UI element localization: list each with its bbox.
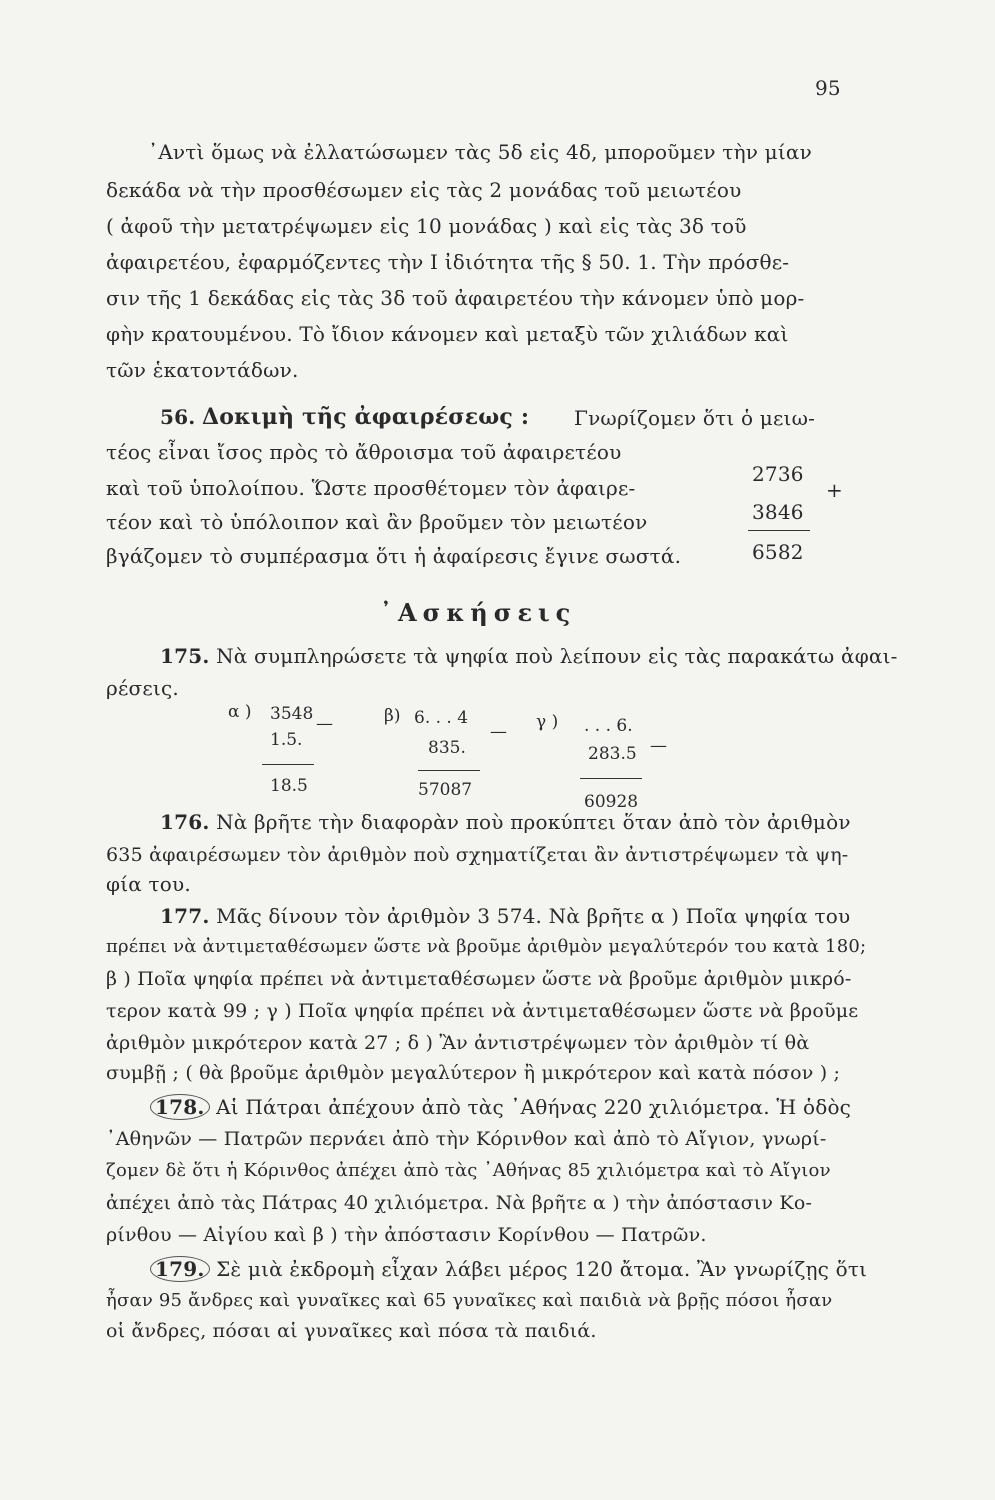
rule-c bbox=[580, 778, 642, 779]
plus-sign: + bbox=[826, 478, 843, 502]
sum: 6582 bbox=[752, 540, 804, 564]
text-line: β ) Ποῖα ψηφία πρέπει νὰ ἀντιμεταθέσωμεν ὥστε νὰ βροῦμε ἀριθμὸν μικρό- bbox=[106, 968, 852, 990]
text-line: ζομεν δὲ ὅτι ἡ Κόρινθος ἀπέχει ἀπὸ τὰς ᾿Αθήνας 85 χιλιόμετρα καὶ τὸ Αἴγιον bbox=[106, 1160, 831, 1181]
text-line: ᾿Αντὶ ὅμως νὰ ἐλλατώσωμεν τὰς 5δ εἰς 4δ, μποροῦμεν τὴν μίαν bbox=[148, 140, 812, 164]
rule-a bbox=[262, 764, 314, 765]
exercise-text: Σὲ μιὰ ἐκδρομὴ εἶχαν λάβει μέρος 120 ἄτομα. Ἂν γνωρίζῃς ὅτι bbox=[216, 1257, 868, 1281]
text-line: ρέσεις. bbox=[106, 676, 179, 700]
text-line: 635 ἀφαιρέσωμεν τὸν ἀριθμὸν ποὺ σχηματίζεται ἂν ἀντιστρέψωμεν τὰ ψη- bbox=[106, 844, 849, 866]
text-line: σιν τῆς 1 δεκάδας εἰς τὰς 3δ τοῦ ἀφαιρετέου τὴν κάνομεν ὑπὸ μορ- bbox=[106, 286, 805, 310]
rule-b bbox=[418, 770, 480, 771]
exercise-number: 179. bbox=[150, 1256, 210, 1282]
text-line: φὴν κρατουμένου. Τὸ ἴδιον κάνομεν καὶ μεταξὺ τῶν χιλιάδων καὶ bbox=[106, 322, 789, 346]
subtraction-b-result: 57087 bbox=[418, 780, 473, 800]
subtraction-c-label: γ ) bbox=[536, 712, 559, 732]
text-line: βγάζομεν τὸ συμπέρασμα ὅτι ἡ ἀφαίρεσις ἔγινε σωστά. bbox=[106, 544, 682, 568]
subtraction-c-middle: 283.5 bbox=[588, 744, 637, 764]
section-heading: Δοκιμὴ τῆς ἀφαιρέσεως : bbox=[201, 404, 530, 430]
text-line: πρέπει νὰ ἀντιμεταθέσωμεν ὥστε νὰ βροῦμε ἀριθμὸν μεγαλύτερόν του κατὰ 180; bbox=[106, 936, 867, 957]
addend-2: 3846 bbox=[752, 500, 804, 524]
text-line: ἀπέχει ἀπὸ τὰς Πάτρας 40 χιλιόμετρα. Νὰ βρῆτε α ) τὴν ἀπόστασιν Κο- bbox=[106, 1192, 813, 1214]
exercise-number: 175. bbox=[160, 644, 210, 668]
section-number: 56. bbox=[160, 405, 196, 429]
subtraction-a-top: 3548 bbox=[270, 704, 314, 724]
text-line: ἦσαν 95 ἄνδρες καὶ γυναῖκες καὶ 65 γυναῖκες καὶ παιδιὰ νὰ βρῇς πόσοι ἦσαν bbox=[106, 1290, 833, 1311]
exercise-number: 178. bbox=[150, 1094, 210, 1120]
exercise-text: Αἱ Πάτραι ἀπέχουν ἀπὸ τὰς ᾿Αθήνας 220 χιλιόμετρα. Ἡ ὁδὸς bbox=[216, 1095, 852, 1119]
text-line: οἱ ἄνδρες, πόσαι αἱ γυναῖκες καὶ πόσα τὰ παιδιά. bbox=[106, 1320, 597, 1342]
text-line: τῶν ἑκατοντάδων. bbox=[106, 358, 299, 382]
subtraction-a-label: α ) bbox=[228, 702, 252, 722]
subtraction-a-result: 18.5 bbox=[270, 776, 308, 796]
subtraction-a-middle: 1.5. bbox=[270, 730, 303, 750]
subtraction-b-label: β) bbox=[384, 706, 401, 726]
sum-rule bbox=[748, 530, 810, 531]
subtraction-c-top: . . . 6. bbox=[584, 716, 633, 736]
exercise-text: Νὰ συμπληρώσετε τὰ ψηφία ποὺ λείπουν εἰς τὰς παρακάτω ἀφαι- bbox=[216, 644, 898, 668]
subtraction-b-middle: 835. bbox=[428, 738, 466, 758]
exercise-text: Νὰ βρῆτε τὴν διαφορὰν ποὺ προκύπτει ὅταν ἀπὸ τὸν ἀριθμὸν bbox=[216, 810, 851, 834]
text-line: ἀφαιρετέου, ἐφαρμόζεντες τὴν Ι ἰδιότητα τῆς § 50. 1. Τὴν πρόσθε- bbox=[106, 250, 790, 274]
page-number: 95 bbox=[815, 76, 841, 100]
text-line: ( ἀφοῦ τὴν μετατρέψωμεν εἰς 10 μονάδας ) καὶ εἰς τὰς 3δ τοῦ bbox=[106, 214, 747, 238]
minus-sign: — bbox=[490, 722, 507, 742]
minus-sign: — bbox=[650, 736, 667, 756]
subtraction-c-result: 60928 bbox=[584, 792, 639, 812]
exercise-number: 177. bbox=[160, 904, 210, 928]
text-line: καὶ τοῦ ὑπολοίπου. Ὥστε προσθέτομεν τὸν ἀφαιρε- bbox=[106, 476, 636, 500]
text-line: τερον κατὰ 99 ; γ ) Ποῖα ψηφία πρέπει νὰ ἀντιμεταθέσωμεν ὥστε νὰ βροῦμε bbox=[106, 1000, 859, 1022]
exercises-title: ᾿Ασκήσεις bbox=[380, 598, 577, 627]
text-line: ᾿Αθηνῶν — Πατρῶν περνάει ἀπὸ τὴν Κόρινθον καὶ ἀπὸ τὸ Αἴγιον, γνωρί- bbox=[106, 1128, 827, 1150]
text-line: δεκάδα νὰ τὴν προσθέσωμεν εἰς τὰς 2 μονάδας τοῦ μειωτέου bbox=[106, 178, 742, 202]
text-line: φία του. bbox=[106, 872, 191, 896]
minus-sign: — bbox=[316, 714, 333, 734]
subtraction-b-top: 6. . . 4 bbox=[414, 708, 469, 728]
exercise-text: Μᾶς δίνουν τὸν ἀριθμὸν 3 574. Νὰ βρῆτε α ) Ποῖα ψηφία του bbox=[216, 904, 851, 928]
addend-1: 2736 bbox=[752, 462, 804, 486]
text-line: τέος εἶναι ἴσος πρὸς τὸ ἄθροισμα τοῦ ἀφαιρετέου bbox=[106, 440, 622, 464]
text-line: συμβῇ ; ( θὰ βροῦμε ἀριθμὸν μεγαλύτερον ἢ μικρότερον καὶ κατὰ πόσον ) ; bbox=[106, 1062, 841, 1084]
exercise-number: 176. bbox=[160, 810, 210, 834]
text-line: τέον καὶ τὸ ὑπόλοιπον καὶ ἂν βροῦμεν τὸν μειωτέον bbox=[106, 510, 648, 534]
text-line: ἀριθμὸν μικρότερον κατὰ 27 ; δ ) Ἂν ἀντιστρέψωμεν τὸν ἀριθμὸν τί θὰ bbox=[106, 1032, 810, 1054]
text-line: Γνωρίζομεν ὅτι ὁ μειω- bbox=[574, 406, 816, 430]
text-line: ρίνθου — Αἰγίου καὶ β ) τὴν ἀπόστασιν Κορίνθου — Πατρῶν. bbox=[106, 1224, 707, 1246]
